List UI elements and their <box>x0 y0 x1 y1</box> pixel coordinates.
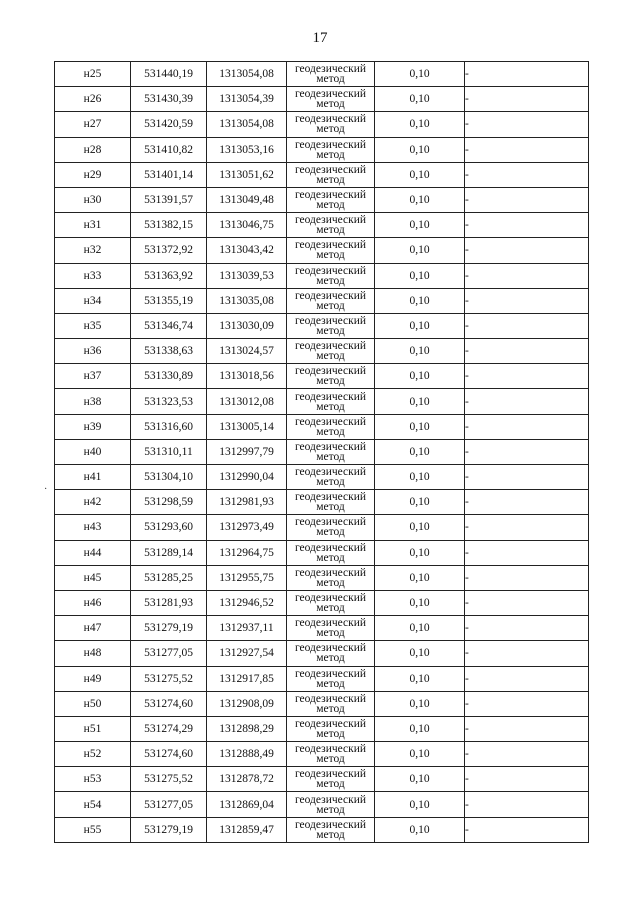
point-id-cell: н44 <box>55 540 131 565</box>
accuracy-cell: 0,10 <box>375 389 465 414</box>
x-coordinate-cell: 531338,63 <box>131 339 207 364</box>
accuracy-cell: 0,10 <box>375 439 465 464</box>
point-id-cell: н52 <box>55 742 131 767</box>
table-row <box>55 641 589 666</box>
point-id-cell: н30 <box>55 187 131 212</box>
method-cell <box>287 490 375 515</box>
method-cell <box>287 792 375 817</box>
point-id-cell: н34 <box>55 288 131 313</box>
table-row <box>55 817 589 842</box>
accuracy-cell: 0,10 <box>375 238 465 263</box>
note-cell: - <box>465 238 589 263</box>
method-cell <box>287 263 375 288</box>
method-line-2: метод <box>316 778 345 791</box>
accuracy-cell: 0,10 <box>375 313 465 338</box>
table-row <box>55 364 589 389</box>
note-cell: - <box>465 414 589 439</box>
method-cell <box>287 767 375 792</box>
point-id-cell: н42 <box>55 490 131 515</box>
method-line-2: метод <box>316 602 345 615</box>
accuracy-cell: 0,10 <box>375 691 465 716</box>
method-line-1: геодезический <box>294 340 367 353</box>
accuracy-cell: 0,10 <box>375 137 465 162</box>
method-line-2: метод <box>316 476 345 489</box>
method-line-2: метод <box>316 828 345 841</box>
table-row <box>55 792 589 817</box>
y-coordinate-cell: 1313043,42 <box>207 238 287 263</box>
method-line-1: геодезический <box>294 239 367 252</box>
method-cell <box>287 162 375 187</box>
x-coordinate-cell: 531382,15 <box>131 213 207 238</box>
method-line-1: геодезический <box>294 440 367 453</box>
x-coordinate-cell: 531430,39 <box>131 87 207 112</box>
method-line-2: метод <box>316 375 345 388</box>
note-cell: - <box>465 187 589 212</box>
method-line-1: геодезический <box>294 314 367 327</box>
method-line-1: геодезический <box>294 113 367 126</box>
x-coordinate-cell: 531323,53 <box>131 389 207 414</box>
method-line-1: геодезический <box>294 415 367 428</box>
method-line-1: геодезический <box>294 818 367 831</box>
y-coordinate-cell: 1312898,29 <box>207 716 287 741</box>
method-cell <box>287 590 375 615</box>
x-coordinate-cell: 531316,60 <box>131 414 207 439</box>
accuracy-cell: 0,10 <box>375 716 465 741</box>
accuracy-cell: 0,10 <box>375 515 465 540</box>
y-coordinate-cell: 1313030,09 <box>207 313 287 338</box>
note-cell: - <box>465 263 589 288</box>
method-line-1: геодезический <box>294 466 367 479</box>
method-cell <box>287 389 375 414</box>
accuracy-cell: 0,10 <box>375 213 465 238</box>
point-id-cell: н48 <box>55 641 131 666</box>
point-id-cell: н40 <box>55 439 131 464</box>
y-coordinate-cell: 1312927,54 <box>207 641 287 666</box>
note-cell: - <box>465 339 589 364</box>
method-line-1: геодезический <box>294 365 367 378</box>
page-number: 17 <box>312 30 328 46</box>
note-cell: - <box>465 364 589 389</box>
point-id-cell: н26 <box>55 87 131 112</box>
method-line-2: метод <box>316 677 345 690</box>
method-cell <box>287 187 375 212</box>
note-cell: - <box>465 590 589 615</box>
table-row <box>55 213 589 238</box>
y-coordinate-cell: 1312888,49 <box>207 742 287 767</box>
method-line-1: геодезический <box>294 541 367 554</box>
method-cell <box>287 515 375 540</box>
table-row <box>55 465 589 490</box>
x-coordinate-cell: 531304,10 <box>131 465 207 490</box>
method-line-1: геодезический <box>294 617 367 630</box>
x-coordinate-cell: 531410,82 <box>131 137 207 162</box>
method-line-2: метод <box>316 173 345 186</box>
table-row <box>55 439 589 464</box>
x-coordinate-cell: 531420,59 <box>131 112 207 137</box>
table-row <box>55 238 589 263</box>
note-cell: - <box>465 112 589 137</box>
method-line-1: геодезический <box>294 793 367 806</box>
y-coordinate-cell: 1313054,08 <box>207 112 287 137</box>
method-line-2: метод <box>316 425 345 438</box>
table-row <box>55 414 589 439</box>
method-line-1: геодезический <box>294 642 367 655</box>
method-line-1: геодезический <box>294 214 367 227</box>
note-cell: - <box>465 792 589 817</box>
x-coordinate-cell: 531298,59 <box>131 490 207 515</box>
y-coordinate-cell: 1312955,75 <box>207 565 287 590</box>
y-coordinate-cell: 1313005,14 <box>207 414 287 439</box>
accuracy-cell: 0,10 <box>375 162 465 187</box>
note-cell: - <box>465 616 589 641</box>
note-cell: - <box>465 137 589 162</box>
x-coordinate-cell: 531274,60 <box>131 742 207 767</box>
table-row <box>55 162 589 187</box>
point-id-cell: н38 <box>55 389 131 414</box>
note-cell: - <box>465 817 589 842</box>
method-line-1: геодезический <box>294 516 367 529</box>
method-line-2: метод <box>316 400 345 413</box>
method-cell <box>287 414 375 439</box>
method-line-2: метод <box>316 73 345 86</box>
y-coordinate-cell: 1312869,04 <box>207 792 287 817</box>
method-line-2: метод <box>316 224 345 237</box>
table-row <box>55 490 589 515</box>
method-line-2: метод <box>316 627 345 640</box>
method-line-2: метод <box>316 803 345 816</box>
note-cell: - <box>465 540 589 565</box>
method-line-1: геодезический <box>294 88 367 101</box>
point-id-cell: н33 <box>55 263 131 288</box>
y-coordinate-cell: 1312997,79 <box>207 439 287 464</box>
y-coordinate-cell: 1313046,75 <box>207 213 287 238</box>
table-row <box>55 313 589 338</box>
method-line-2: метод <box>316 526 345 539</box>
table-row <box>55 590 589 615</box>
method-line-1: геодезический <box>294 566 367 579</box>
y-coordinate-cell: 1312946,52 <box>207 590 287 615</box>
method-line-1: геодезический <box>294 592 367 605</box>
y-coordinate-cell: 1313035,08 <box>207 288 287 313</box>
x-coordinate-cell: 531274,60 <box>131 691 207 716</box>
coordinates-table-body <box>55 62 589 843</box>
x-coordinate-cell: 531401,14 <box>131 162 207 187</box>
accuracy-cell: 0,10 <box>375 767 465 792</box>
accuracy-cell: 0,10 <box>375 62 465 87</box>
method-line-2: метод <box>316 702 345 715</box>
x-coordinate-cell: 531275,52 <box>131 666 207 691</box>
method-line-1: геодезический <box>294 289 367 302</box>
point-id-cell: н45 <box>55 565 131 590</box>
y-coordinate-cell: 1313012,08 <box>207 389 287 414</box>
method-cell <box>287 716 375 741</box>
accuracy-cell: 0,10 <box>375 616 465 641</box>
y-coordinate-cell: 1313039,53 <box>207 263 287 288</box>
point-id-cell: н50 <box>55 691 131 716</box>
method-cell <box>287 540 375 565</box>
method-line-1: геодезический <box>294 717 367 730</box>
point-id-cell: н41 <box>55 465 131 490</box>
point-id-cell: н37 <box>55 364 131 389</box>
y-coordinate-cell: 1313054,08 <box>207 62 287 87</box>
point-id-cell: н35 <box>55 313 131 338</box>
note-cell: - <box>465 666 589 691</box>
accuracy-cell: 0,10 <box>375 465 465 490</box>
method-line-1: геодезический <box>294 264 367 277</box>
method-line-2: метод <box>316 576 345 589</box>
accuracy-cell: 0,10 <box>375 641 465 666</box>
accuracy-cell: 0,10 <box>375 364 465 389</box>
method-cell <box>287 62 375 87</box>
y-coordinate-cell: 1313051,62 <box>207 162 287 187</box>
x-coordinate-cell: 531355,19 <box>131 288 207 313</box>
method-cell <box>287 565 375 590</box>
method-line-1: геодезический <box>294 491 367 504</box>
point-id-cell: н28 <box>55 137 131 162</box>
method-line-2: метод <box>316 324 345 337</box>
note-cell: - <box>465 490 589 515</box>
x-coordinate-cell: 531274,29 <box>131 716 207 741</box>
method-cell <box>287 213 375 238</box>
method-line-2: метод <box>316 551 345 564</box>
x-coordinate-cell: 531293,60 <box>131 515 207 540</box>
table-row <box>55 263 589 288</box>
accuracy-cell: 0,10 <box>375 87 465 112</box>
method-cell <box>287 238 375 263</box>
accuracy-cell: 0,10 <box>375 792 465 817</box>
x-coordinate-cell: 531330,89 <box>131 364 207 389</box>
method-line-1: геодезический <box>294 667 367 680</box>
accuracy-cell: 0,10 <box>375 666 465 691</box>
point-id-cell: н54 <box>55 792 131 817</box>
point-id-cell: н55 <box>55 817 131 842</box>
note-cell: - <box>465 313 589 338</box>
table-row <box>55 288 589 313</box>
note-cell: - <box>465 213 589 238</box>
method-line-1: геодезический <box>294 63 367 76</box>
y-coordinate-cell: 1313049,48 <box>207 187 287 212</box>
note-cell: - <box>465 465 589 490</box>
y-coordinate-cell: 1312990,04 <box>207 465 287 490</box>
point-id-cell: н47 <box>55 616 131 641</box>
note-cell: - <box>465 162 589 187</box>
table-row <box>55 87 589 112</box>
accuracy-cell: 0,10 <box>375 742 465 767</box>
method-cell <box>287 465 375 490</box>
x-coordinate-cell: 531289,14 <box>131 540 207 565</box>
note-cell: - <box>465 87 589 112</box>
method-line-2: метод <box>316 123 345 136</box>
method-line-2: метод <box>316 652 345 665</box>
x-coordinate-cell: 531279,19 <box>131 616 207 641</box>
method-cell <box>287 666 375 691</box>
table-row <box>55 691 589 716</box>
y-coordinate-cell: 1312878,72 <box>207 767 287 792</box>
note-cell: - <box>465 742 589 767</box>
note-cell: - <box>465 515 589 540</box>
method-line-2: метод <box>316 299 345 312</box>
coordinates-table <box>54 61 589 843</box>
y-coordinate-cell: 1312937,11 <box>207 616 287 641</box>
x-coordinate-cell: 531363,92 <box>131 263 207 288</box>
method-line-2: метод <box>316 249 345 262</box>
y-coordinate-cell: 1312859,47 <box>207 817 287 842</box>
y-coordinate-cell: 1313054,39 <box>207 87 287 112</box>
method-cell <box>287 439 375 464</box>
accuracy-cell: 0,10 <box>375 817 465 842</box>
y-coordinate-cell: 1313053,16 <box>207 137 287 162</box>
point-id-cell: н36 <box>55 339 131 364</box>
table-row <box>55 742 589 767</box>
table-row <box>55 137 589 162</box>
x-coordinate-cell: 531346,74 <box>131 313 207 338</box>
method-cell <box>287 288 375 313</box>
x-coordinate-cell: 531391,57 <box>131 187 207 212</box>
method-line-1: геодезический <box>294 189 367 202</box>
x-coordinate-cell: 531275,52 <box>131 767 207 792</box>
point-id-cell: н46 <box>55 590 131 615</box>
method-line-2: метод <box>316 350 345 363</box>
y-coordinate-cell: 1313024,57 <box>207 339 287 364</box>
note-cell: - <box>465 439 589 464</box>
method-line-1: геодезический <box>294 390 367 403</box>
x-coordinate-cell: 531279,19 <box>131 817 207 842</box>
table-row <box>55 187 589 212</box>
method-line-2: метод <box>316 501 345 514</box>
table-row <box>55 565 589 590</box>
method-cell <box>287 339 375 364</box>
method-line-1: геодезический <box>294 692 367 705</box>
accuracy-cell: 0,10 <box>375 590 465 615</box>
y-coordinate-cell: 1312964,75 <box>207 540 287 565</box>
y-coordinate-cell: 1312908,09 <box>207 691 287 716</box>
point-id-cell: н31 <box>55 213 131 238</box>
method-cell <box>287 616 375 641</box>
note-cell: - <box>465 716 589 741</box>
table-row <box>55 62 589 87</box>
x-coordinate-cell: 531281,93 <box>131 590 207 615</box>
margin-mark: · <box>44 484 48 495</box>
point-id-cell: н25 <box>55 62 131 87</box>
method-line-2: метод <box>316 274 345 287</box>
y-coordinate-cell: 1312917,85 <box>207 666 287 691</box>
method-line-2: метод <box>316 753 345 766</box>
method-line-2: метод <box>316 450 345 463</box>
accuracy-cell: 0,10 <box>375 112 465 137</box>
note-cell: - <box>465 389 589 414</box>
x-coordinate-cell: 531310,11 <box>131 439 207 464</box>
x-coordinate-cell: 531372,92 <box>131 238 207 263</box>
method-line-2: метод <box>316 98 345 111</box>
note-cell: - <box>465 62 589 87</box>
note-cell: - <box>465 767 589 792</box>
table-row <box>55 666 589 691</box>
y-coordinate-cell: 1313018,56 <box>207 364 287 389</box>
accuracy-cell: 0,10 <box>375 288 465 313</box>
accuracy-cell: 0,10 <box>375 414 465 439</box>
accuracy-cell: 0,10 <box>375 540 465 565</box>
method-line-2: метод <box>316 727 345 740</box>
table-row <box>55 767 589 792</box>
method-line-2: метод <box>316 199 345 212</box>
table-row <box>55 616 589 641</box>
note-cell: - <box>465 641 589 666</box>
point-id-cell: н27 <box>55 112 131 137</box>
point-id-cell: н43 <box>55 515 131 540</box>
x-coordinate-cell: 531277,05 <box>131 792 207 817</box>
method-line-2: метод <box>316 148 345 161</box>
table-row <box>55 515 589 540</box>
method-line-1: геодезический <box>294 163 367 176</box>
method-line-1: геодезический <box>294 138 367 151</box>
y-coordinate-cell: 1312973,49 <box>207 515 287 540</box>
method-cell <box>287 87 375 112</box>
point-id-cell: н51 <box>55 716 131 741</box>
accuracy-cell: 0,10 <box>375 263 465 288</box>
table-row <box>55 112 589 137</box>
point-id-cell: н32 <box>55 238 131 263</box>
accuracy-cell: 0,10 <box>375 339 465 364</box>
accuracy-cell: 0,10 <box>375 187 465 212</box>
point-id-cell: н53 <box>55 767 131 792</box>
method-cell <box>287 691 375 716</box>
note-cell: - <box>465 565 589 590</box>
x-coordinate-cell: 531440,19 <box>131 62 207 87</box>
accuracy-cell: 0,10 <box>375 490 465 515</box>
note-cell: - <box>465 288 589 313</box>
x-coordinate-cell: 531277,05 <box>131 641 207 666</box>
method-line-1: геодезический <box>294 768 367 781</box>
point-id-cell: н29 <box>55 162 131 187</box>
table-row <box>55 540 589 565</box>
method-cell <box>287 137 375 162</box>
y-coordinate-cell: 1312981,93 <box>207 490 287 515</box>
point-id-cell: н49 <box>55 666 131 691</box>
method-line-1: геодезический <box>294 743 367 756</box>
table-row <box>55 716 589 741</box>
method-cell <box>287 641 375 666</box>
table-row <box>55 339 589 364</box>
accuracy-cell: 0,10 <box>375 565 465 590</box>
method-cell <box>287 742 375 767</box>
x-coordinate-cell: 531285,25 <box>131 565 207 590</box>
method-cell <box>287 817 375 842</box>
note-cell: - <box>465 691 589 716</box>
method-cell <box>287 364 375 389</box>
point-id-cell: н39 <box>55 414 131 439</box>
method-cell <box>287 112 375 137</box>
method-cell <box>287 313 375 338</box>
table-row <box>55 389 589 414</box>
